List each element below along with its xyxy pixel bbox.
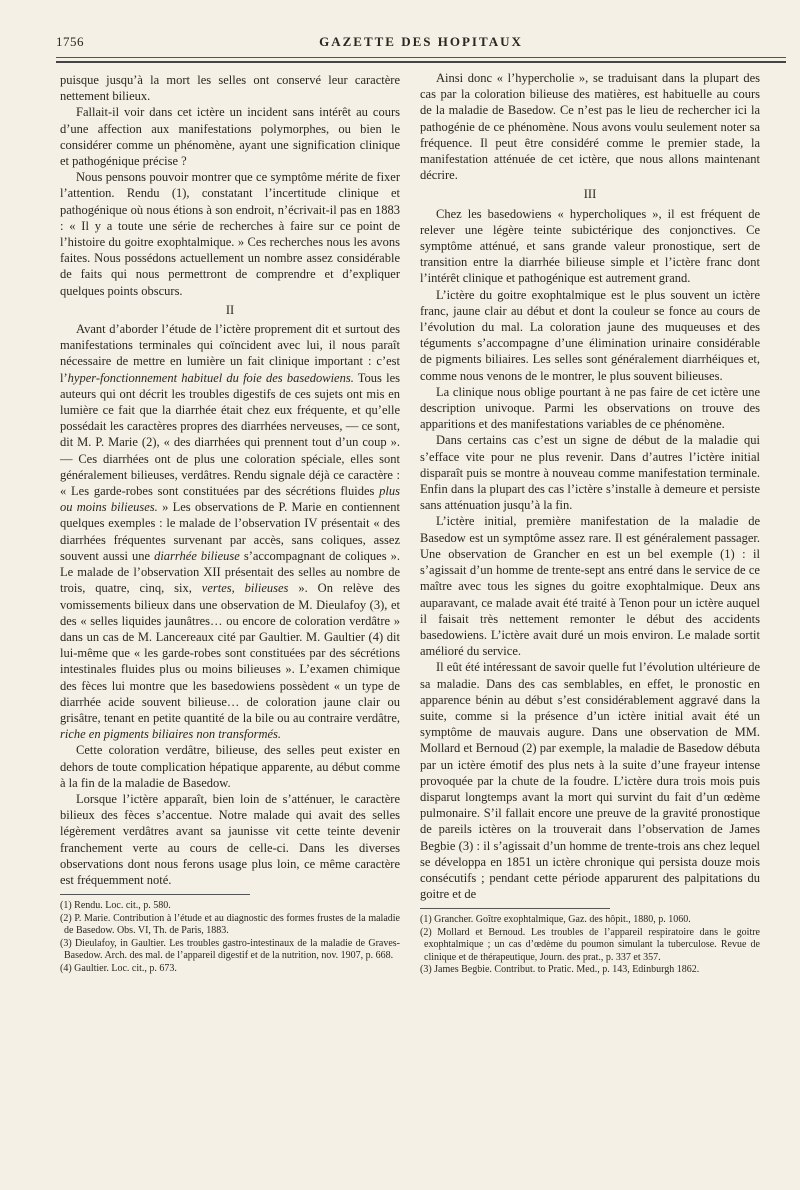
footnote: (1) Rendu. Loc. cit., p. 580. xyxy=(60,900,171,912)
text-run: » Les observations de P. Marie en contiennent quelques exemples : le malade de l’observation IV présentait « des diarrhées fréquentes survenant par accès, sans coliques, assez souvent aussi une xyxy=(60,500,401,563)
footnote: (1) Grancher. Goître exophtalmique, Gaz. des hôpit., 1880, p. 1060. xyxy=(420,914,691,926)
emphasis: hyper-fonctionnement habituel du foie des basedowiens. xyxy=(67,370,354,385)
paragraph: Nous pensons pouvoir montrer que ce symptôme mérite de fixer l’attention. Rendu (1), constatant l’incertitude clinique et pathogénique où nous étions à son endroit, n’écrivait-il pas en 1883 : « Il y a toute une série de recherches à faire sur ce point de l’histoire du goitre exophtalmique. » Ces recherches nous les avons faites. Nous possédons actuellement un nombre assez considérable de faits qui nous permettront de comprendre et d’expliquer quelques points obscurs. xyxy=(60,170,400,298)
footnote-rule xyxy=(60,894,250,895)
footnote: (3) James Begbie. Contribut. to Pratic. Med., p. 143, Edinburgh 1862. xyxy=(420,964,700,976)
emphasis: riche en pigments biliaires non transformés. xyxy=(60,727,282,742)
page-number: 1756 xyxy=(56,34,84,49)
footnote: (3) Dieulafoy, in Gaultier. Les troubles gastro-intestinaux de la maladie de Graves-Basedow. Arch. des mal. de l’appareil digestif et de la nutrition, nov. 1907, p. 668. xyxy=(60,937,400,962)
paragraph: L’ictère initial, première manifestation de la maladie de Basedow est un symptôme assez rare. Il est généralement passager. Une observation de Grancher en est un bel exemple (1) : il s’agissait d’un homme de trente-sept ans entré dans le service de ce maître avec tous les signes du goitre exophtalmique. Deux ans auparavant, ce malade avait été traité à Tenon pour un ictère auquel il faisait très nettement remonter le début des accidents basedowiens. L’ictère avait duré un mois environ. Le malade sortit amélioré du service. xyxy=(420,514,760,659)
paragraph: Il eût été intéressant de savoir quelle fut l’évolution ultérieure de sa maladie. Dans des cas semblables, en effet, le pronostic en apparence bénin au début s’est considérablement aggravé dans la suite, comme si la présence d’un ictère initial avait été un symptôme de mauvais augure. Dans une observation de MM. Mollard et Bernoud (2) par exemple, la maladie de Basedow débuta par un ictère émotif des plus nets à la suite d’une frayeur intense provoquée par la chute de la foudre. L’ictère dura trois mois puis disparut longtemps avant la mort qui survint du fait d’un œdème pulmonaire. S’il fallait encore une preuve de la gravité pronostique de pareils ictères on la trouverait dans l’observation de James Begbie (3) : il s’agissait d’un homme de trente-trois ans chez lequel se développa en 1851 un ictère chronique qui persista douze mois consécutifs ; pendant cette période apparurent des palpitations du goitre et de xyxy=(420,660,760,902)
page-header xyxy=(56,28,786,52)
footnote: (2) P. Marie. Contribution à l’étude et au diagnostic des formes frustes de la maladie de Basedow. Obs. VI, Th. de Paris, 1883. xyxy=(60,912,400,937)
footnote: (4) Gaultier. Loc. cit., p. 673. xyxy=(60,962,177,974)
paragraph: puisque jusqu’à la mort les selles ont conservé leur caractère nettement bilieux. xyxy=(60,73,400,104)
paragraph xyxy=(60,321,400,742)
journal-title: GAZETTE DES HOPITAUX xyxy=(319,34,523,49)
right-column xyxy=(420,70,760,977)
emphasis: diarrhée bilieuse xyxy=(154,548,240,563)
paragraph: Fallait-il voir dans cet ictère un incident sans intérêt au cours d’une affection aux manifestations polymorphes, ou bien le considérer comme un phénomène, ayant une signification clinique et pathogénique précise ? xyxy=(60,105,400,169)
paragraph: Ainsi donc « l’hypercholie », se traduisant dans la plupart des cas par la coloration bilieuse des matières, est habituelle au cours de la maladie de Basedow. Ce n’est pas le lieu de rechercher ici la pathogénie de ce phénomène. Nous avons voulu seulement noter sa fréquence. Il peut être considéré comme le premier stade, la manifestation atténuée de cet ictère, que nous allons maintenant décrire. xyxy=(420,71,760,183)
header-rule-thick xyxy=(56,61,786,63)
paragraph: L’ictère du goitre exophtalmique est le plus souvent un ictère franc, jaune clair au début et dont la couleur se fonce au cours de l’évolution du mal. La coloration jaune des muqueuses et des téguments s’accompagne d’une élimination urinaire considérable de pigments biliaires. Les selles sont généralement diarrhéiques et, comme nous venons de le montrer, le plus souvent bilieuses. xyxy=(420,287,760,383)
paragraph: La clinique nous oblige pourtant à ne pas faire de cet ictère une description univoque. Parmi les observations on trouve des apparitions et des manifestations variables de ce phénomène. xyxy=(420,384,760,432)
text-run: Tous les auteurs qui ont décrit les troubles digestifs de ces sujets ont mis en lumière ce fait que la diarrhée était chez eux fréquente, et qu’elle possédait les caractères propres des diarrhées nerveuses, — ce sont, dit M. P. Marie (2), « des diarrhées qui prennent tout d’un coup ». — Ces diarrhées ont de plus une coloration spéciale, elles sont généralement bilieuses, verdâtres. Rendu signale déjà ce caractère : « Les garde-robes sont constituées par des sécrétions fluides xyxy=(60,370,400,499)
section-heading: III xyxy=(583,187,597,202)
header-rule xyxy=(56,57,786,58)
text-run: ». On relève des vomissements bilieux dans une observation de M. Dieulafoy (3), et des « selles liquides jaunâtres… ou encore de coloration verdâtre » dans un cas de M. Lancereaux cité par Gaultier. M. Gaultier (4) dit lui-même que « les garde-robes sont constituées par des sécrétions intestinales fluides plus ou moins bilieuses ». L’examen chimique des fèces lui montre que les basedowiens possèdent « un type de diarrhée acide souvent bilieuse… de coloration jaune clair ou grisâtre, tenant en petite quantité de la bile ou au contraire verdâtre, xyxy=(60,581,400,725)
paragraph: Dans certains cas c’est un signe de début de la maladie qui s’efface vite pour ne plus revenir. Dans d’autres l’ictère initial disparaît puis se montre à nouveau comme manifestation terminale. Enfin dans la plupart des cas l’ictère s’installe à demeure et persiste sans atténuation jusqu’à la fin. xyxy=(420,433,760,513)
emphasis: plus ou moins bilieuses. xyxy=(60,484,400,515)
text-run: s’accompagnant de coliques ». Le malade de l’observation XII présentait des selles au nombre de trois, quatre, cinq, six, xyxy=(60,548,401,596)
footnotes xyxy=(60,900,400,975)
footnote: (2) Mollard et Bernoud. Les troubles de l’appareil respiratoire dans le goitre exophtalmique ; un cas d’œdème du poumon simulant la tuberculose. Revue de clinique et de thérapeutique, Journ. des prat., p. 337 et 357. xyxy=(420,926,760,963)
footnotes xyxy=(420,914,760,977)
emphasis: vertes, bilieuses xyxy=(201,581,289,596)
paragraph: Cette coloration verdâtre, bilieuse, des selles peut exister en dehors de toute complication hépatique apparente, au début comme à la fin de la maladie de Basedow. xyxy=(60,743,400,790)
left-column xyxy=(60,72,400,975)
section-heading: II xyxy=(225,302,235,317)
footnote-rule xyxy=(420,908,610,909)
paragraph: Lorsque l’ictère apparaît, bien loin de s’atténuer, le caractère bilieux des fèces s’accentue. Notre malade qui avait des selles légèrement verdâtres avant sa jaunisse vit cette teinte devenir franchement verte au cours de celle-ci. Dans les diverses observations dont nous ferons usage plus loin, ce même caractère est fréquemment noté. xyxy=(60,791,400,887)
paragraph: Chez les basedowiens « hypercholiques », il est fréquent de relever une légère teinte subictérique des conjonctives. Ce symptôme atténué, et sans grande valeur pronostique, sert de transition entre la diarrhée bilieuse simple et l’ictère franc dont l’intérêt clinique et pathogénique est autrement grand. xyxy=(420,206,760,286)
text-run: Avant d’aborder l’étude de l’ictère proprement dit et surtout des manifestations terminales qui coïncident avec lui, il nous paraît nécessaire de mettre en lumière un fait clinique important : c’est l’ xyxy=(60,322,400,385)
